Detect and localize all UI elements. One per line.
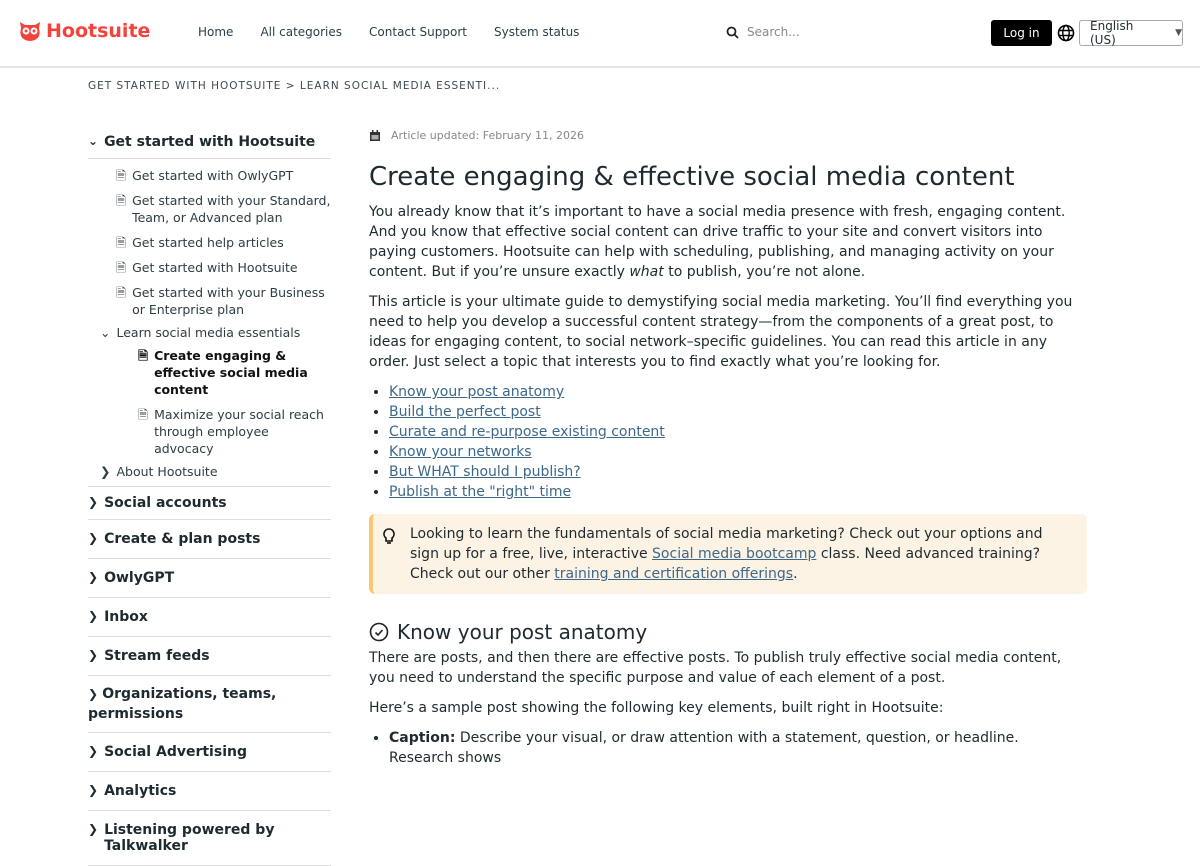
list-item <box>389 728 1087 768</box>
article-label: Create engaging & effective social media content <box>154 348 308 397</box>
text: Looking to learn the fundamentals of social media marketing? Check out your options and sign up for a free, live, interactive <box>410 526 1043 562</box>
sidebar-section[interactable] <box>88 559 331 598</box>
section-label: Get started with Hootsuite <box>104 134 316 150</box>
section-label: Organizations, teams, permissions <box>88 686 277 722</box>
guide-paragraph: This article is your ultimate guide to demystifying social media marketing. You’ll find everything you need to help you develop a successful content strategy—from the components of a great post, to ideas for engaging content, to social network–specific guidelines. You can read this article in any order. Just select a topic that interests you to find exactly what you’re looking for. <box>369 294 1073 370</box>
toc-link[interactable]: But WHAT should I publish? <box>389 464 581 480</box>
chevron-right-icon: ❯ <box>88 822 99 836</box>
language-value: English (US) <box>1090 19 1134 47</box>
document-icon: 🗎 <box>138 348 149 363</box>
section-label: Listening powered by Talkwalker <box>104 822 275 854</box>
document-icon: 🗎 <box>116 260 127 275</box>
subsection-label: About Hootsuite <box>116 464 218 479</box>
sample-paragraph: Here’s a sample post showing the following key elements, built right in Hootsuite: <box>369 700 944 716</box>
sidebar-article-active[interactable] <box>88 343 331 402</box>
brand-name: Hootsuite <box>46 20 151 42</box>
toc-link[interactable]: Publish at the "right" time <box>389 484 572 500</box>
search-box[interactable] <box>726 25 800 39</box>
document-icon: 🗎 <box>116 285 127 300</box>
search-input[interactable]: Search... <box>747 25 800 39</box>
elements-list <box>389 728 1087 768</box>
article-label: Get started help articles <box>132 235 284 250</box>
toc-item <box>389 382 1087 402</box>
chevron-right-icon: ❯ <box>100 464 111 479</box>
section-label: Inbox <box>104 609 148 625</box>
heading-text: Know your post anatomy <box>397 620 648 644</box>
document-icon: 🗎 <box>116 235 127 250</box>
toc-link[interactable]: Know your networks <box>389 444 532 460</box>
sidebar-section[interactable] <box>88 676 331 733</box>
chevron-right-icon: ❯ <box>88 744 99 758</box>
toc-link[interactable]: Know your post anatomy <box>389 384 565 400</box>
chevron-down-icon: ⌄ <box>88 134 99 148</box>
sidebar-section[interactable] <box>88 637 331 676</box>
article-label: Get started with your Business or Enterprise plan <box>132 285 325 317</box>
chevron-down-icon: ▼ <box>1175 28 1182 38</box>
intro-paragraph <box>369 202 1087 282</box>
sidebar-section[interactable] <box>88 487 331 520</box>
login-button[interactable]: Log in <box>991 20 1052 46</box>
chevron-right-icon: ❯ <box>88 783 99 797</box>
section-label: OwlyGPT <box>104 570 175 586</box>
chevron-right-icon: ❯ <box>88 495 99 509</box>
table-of-contents <box>389 382 1087 502</box>
text: class. Need advanced training? Check out our other <box>410 546 1041 582</box>
subsection-label: Learn social media essentials <box>116 325 301 340</box>
training-link[interactable]: training and certification offerings <box>554 566 794 582</box>
globe-icon[interactable] <box>1057 24 1075 42</box>
language-select[interactable] <box>1079 20 1183 46</box>
toc-item <box>389 442 1087 462</box>
tip-callout <box>369 514 1087 594</box>
article-title: Create engaging & effective social media content <box>369 162 1015 192</box>
sidebar-section-get-started[interactable] <box>88 126 331 159</box>
toc-link[interactable]: Curate and re-purpose existing content <box>389 424 665 440</box>
chevron-down-icon: ⌄ <box>100 325 111 340</box>
sidebar-article[interactable] <box>88 280 331 322</box>
nav-home[interactable]: Home <box>198 25 234 39</box>
section-label: Social accounts <box>104 495 227 511</box>
section-label: Social Advertising <box>104 744 247 760</box>
top-nav <box>198 25 579 39</box>
section-label: Create & plan posts <box>104 531 261 547</box>
sidebar-section[interactable] <box>88 772 331 811</box>
article-label: Get started with OwlyGPT <box>132 168 294 183</box>
sidebar-nav <box>88 126 331 866</box>
text: You already know that it’s important to have a social media presence with fresh, engaging content. And you know that effective social content can drive traffic to your site and convert visitors into paying customers. Hootsuite can help with scheduling, publishing, and managing activity on your content. But if you’re unsure exactly <box>369 204 1066 280</box>
section-heading <box>369 622 1087 642</box>
toc-item <box>389 462 1087 482</box>
sidebar-article[interactable] <box>88 230 331 255</box>
sidebar-section[interactable] <box>88 733 331 772</box>
sidebar-subsection-about[interactable] <box>88 461 331 487</box>
text: to publish, you’re not alone. <box>663 264 866 280</box>
search-icon <box>726 26 739 39</box>
sidebar-section[interactable] <box>88 598 331 637</box>
chevron-right-icon: ❯ <box>88 687 103 701</box>
text: . <box>793 566 798 582</box>
chevron-right-icon: ❯ <box>88 648 99 662</box>
sidebar-article[interactable] <box>88 402 331 461</box>
toc-item <box>389 482 1087 502</box>
nav-contact-support[interactable]: Contact Support <box>369 25 467 39</box>
article-updated <box>369 126 1087 146</box>
hootsuite-logo[interactable] <box>18 20 150 42</box>
article-label: Get started with your Standard, Team, or Advanced plan <box>132 193 331 225</box>
check-circle-icon <box>369 622 389 642</box>
calendar-icon <box>369 130 381 142</box>
bullet-label: Caption: <box>389 730 456 746</box>
sidebar-section[interactable] <box>88 811 331 866</box>
chevron-right-icon: ❯ <box>88 570 99 584</box>
article-label: Get started with Hootsuite <box>132 260 298 275</box>
sidebar-article[interactable] <box>88 188 331 230</box>
nav-system-status[interactable]: System status <box>493 25 580 39</box>
bootcamp-link[interactable]: Social media bootcamp <box>652 546 817 562</box>
toc-item <box>389 422 1087 442</box>
sidebar-section[interactable] <box>88 520 331 559</box>
section-label: Stream feeds <box>104 648 210 664</box>
document-icon: 🗎 <box>116 193 127 208</box>
document-icon: 🗎 <box>138 407 149 422</box>
chevron-right-icon: ❯ <box>88 531 99 545</box>
owl-icon <box>18 20 42 42</box>
breadcrumb[interactable]: GET STARTED WITH HOOTSUITE > LEARN SOCIAL MEDIA ESSENTI... <box>88 80 501 92</box>
emphasis: what <box>629 264 664 280</box>
nav-all-categories[interactable]: All categories <box>260 25 343 39</box>
sidebar-article[interactable] <box>88 163 331 188</box>
article-body <box>369 126 1087 780</box>
section-label: Analytics <box>104 783 177 799</box>
toc-item <box>389 402 1087 422</box>
site-header <box>0 0 1200 68</box>
toc-link[interactable]: Build the perfect post <box>389 404 541 420</box>
updated-date: Article updated: February 11, 2026 <box>391 129 584 142</box>
document-icon: 🗎 <box>116 168 127 183</box>
article-label: Maximize your social reach through employee advocacy <box>154 407 324 456</box>
anatomy-paragraph: There are posts, and then there are effective posts. To publish truly effective social media content, you need to understand the specific purpose and value of each element of a post. <box>369 650 1062 686</box>
text: Describe your visual, or draw attention with a statement, question, or headline. Research shows <box>389 730 1019 766</box>
sidebar-subsection-learn[interactable] <box>88 322 331 343</box>
chevron-right-icon: ❯ <box>88 609 99 623</box>
sidebar-article[interactable] <box>88 255 331 280</box>
lightbulb-icon <box>383 528 395 544</box>
